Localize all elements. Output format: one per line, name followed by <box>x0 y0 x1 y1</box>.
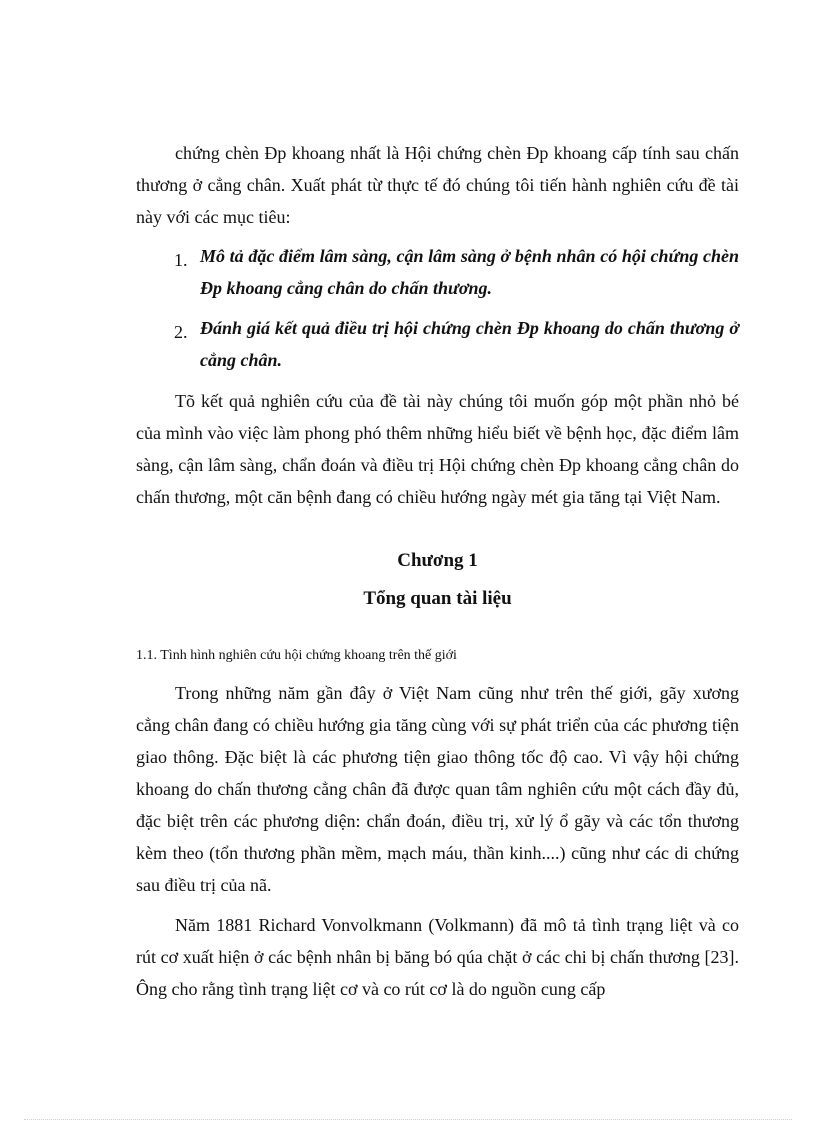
section-heading: 1.1. Tình hình nghiên cứu hội chứng khoang trên thế giới <box>136 648 457 663</box>
chapter-number: Chương 1 <box>397 550 478 571</box>
section-paragraph: Năm 1881 Richard Vonvolkmann (Volkmann) đã mô tả tình trạng liệt và co rút cơ xuất hiện ở các bệnh nhân bị băng bó qúa chặt ở các chi bị chấn thương [23]. Ông cho rằng tình trạng liệt cơ và co rút cơ là do nguồn cung cấp <box>136 915 739 999</box>
objective-item <box>136 240 739 304</box>
page-bottom-divider <box>24 1119 792 1120</box>
section-paragraph: Trong những năm gần đây ở Việt Nam cũng như trên thế giới, gãy xương cẳng chân đang có chiều hướng gia tăng cùng với sự phát triển của các phương tiện giao thông. Đặc biệt là các phương tiện giao thông tốc độ cao. Vì vậy hội chứng khoang do chấn thương cẳng chân đã được quan tâm nghiên cứu một cách đầy đủ, đặc biệt trên các phương diện: chẩn đoán, điều trị, xử lý ổ gãy và các tổn thương kèm theo (tổn thương phần mềm, mạch máu, thần kinh....) cũng như các di chứng sau điều trị của nã. <box>136 683 739 895</box>
objective-number: 2. <box>174 322 188 342</box>
objective-text: Mô tả đặc điểm lâm sàng, cận lâm sàng ở bệnh nhân có hội chứng chèn Ðp khoang cẳng chân do chấn thương. <box>200 246 739 298</box>
objectives-list <box>136 240 739 376</box>
intro-paragraph: chứng chèn Ðp khoang nhất là Hội chứng chèn Ðp khoang cấp tính sau chấn thương ở cẳng chân. Xuất phát từ thực tế đó chúng tôi tiến hành nghiên cứu đề tài này với các mục tiêu: <box>136 143 739 227</box>
purpose-paragraph: Tõ kết quả nghiên cứu của đề tài này chúng tôi muốn góp một phần nhỏ bé của mình vào việc làm phong phó thêm những hiểu biết về bệnh học, đặc điểm lâm sàng, cận lâm sàng, chẩn đoán và điều trị Hội chứng chèn Ðp khoang cẳng chân do chấn thương, một căn bệnh đang có chiều hướng ngày mét gia tăng tại Việt Nam. <box>136 391 739 507</box>
chapter-title: Tổng quan tài liệu <box>363 588 512 609</box>
objective-item <box>136 312 739 376</box>
objective-number: 1. <box>174 250 188 270</box>
objective-text: Đánh giá kết quả điều trị hội chứng chèn Ðp khoang do chấn thương ở cẳng chân. <box>200 318 739 370</box>
